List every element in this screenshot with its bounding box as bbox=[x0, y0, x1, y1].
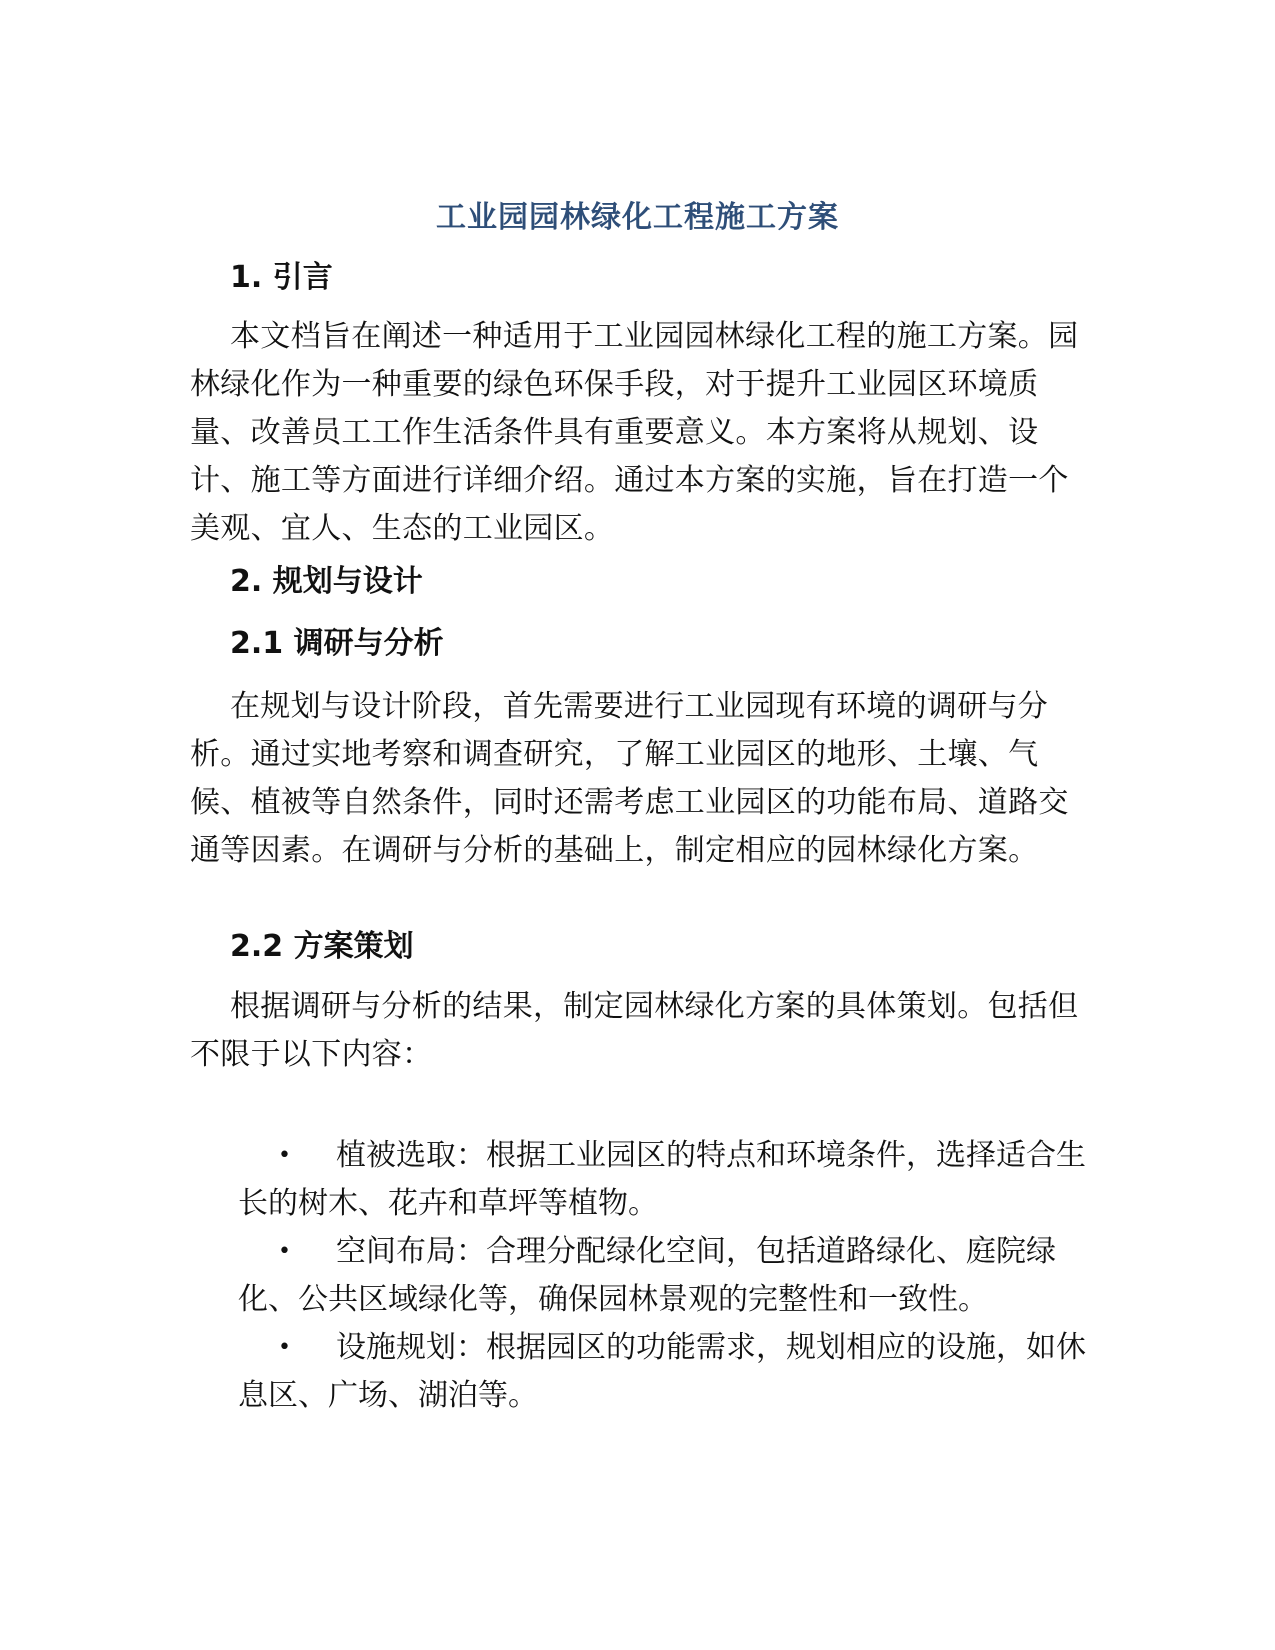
document-title: 工业园园林绿化工程施工方案 bbox=[436, 200, 839, 235]
list-item bbox=[238, 1324, 1088, 1420]
list-item bbox=[238, 1228, 1088, 1324]
section-2-2-paragraph: 根据调研与分析的结果，制定园林绿化方案的具体策划。包括但不限于以下内容： bbox=[190, 989, 1079, 1072]
section-2-1-heading: 2.1 调研与分析 bbox=[230, 626, 444, 661]
section-1-paragraph: 本文档旨在阐述一种适用于工业园园林绿化工程的施工方案。园林绿化作为一种重要的绿色环保手段，对于提升工业园区环境质量、改善员工工作生活条件具有重要意义。本方案将从规划、设计、施工等方面进行详细介绍。通过本方案的实施，旨在打造一个美观、宜人、生态的工业园区。 bbox=[190, 319, 1079, 546]
bullet-icon: • bbox=[278, 1335, 291, 1360]
section-2-2-heading: 2.2 方案策划 bbox=[230, 929, 414, 964]
list-item-text: 植被选取：根据工业园区的特点和环境条件，选择适合生长的树木、花卉和草坪等植物。 bbox=[238, 1138, 1086, 1221]
bullet-icon: • bbox=[278, 1239, 291, 1264]
bullet-list bbox=[238, 1132, 1088, 1420]
section-2-heading: 2. 规划与设计 bbox=[230, 564, 423, 599]
list-item-text: 设施规划：根据园区的功能需求，规划相应的设施，如休息区、广场、湖泊等。 bbox=[238, 1330, 1086, 1413]
bullet-icon: • bbox=[278, 1143, 291, 1168]
list-item bbox=[238, 1132, 1088, 1228]
section-1-heading: 1. 引言 bbox=[230, 260, 333, 295]
section-2-1-paragraph: 在规划与设计阶段，首先需要进行工业园现有环境的调研与分析。通过实地考察和调查研究，了解工业园区的地形、土壤、气候、植被等自然条件，同时还需考虑工业园区的功能布局、道路交通等因素。在调研与分析的基础上，制定相应的园林绿化方案。 bbox=[190, 689, 1069, 868]
list-item-text: 空间布局：合理分配绿化空间，包括道路绿化、庭院绿化、公共区域绿化等，确保园林景观的完整性和一致性。 bbox=[238, 1234, 1056, 1317]
